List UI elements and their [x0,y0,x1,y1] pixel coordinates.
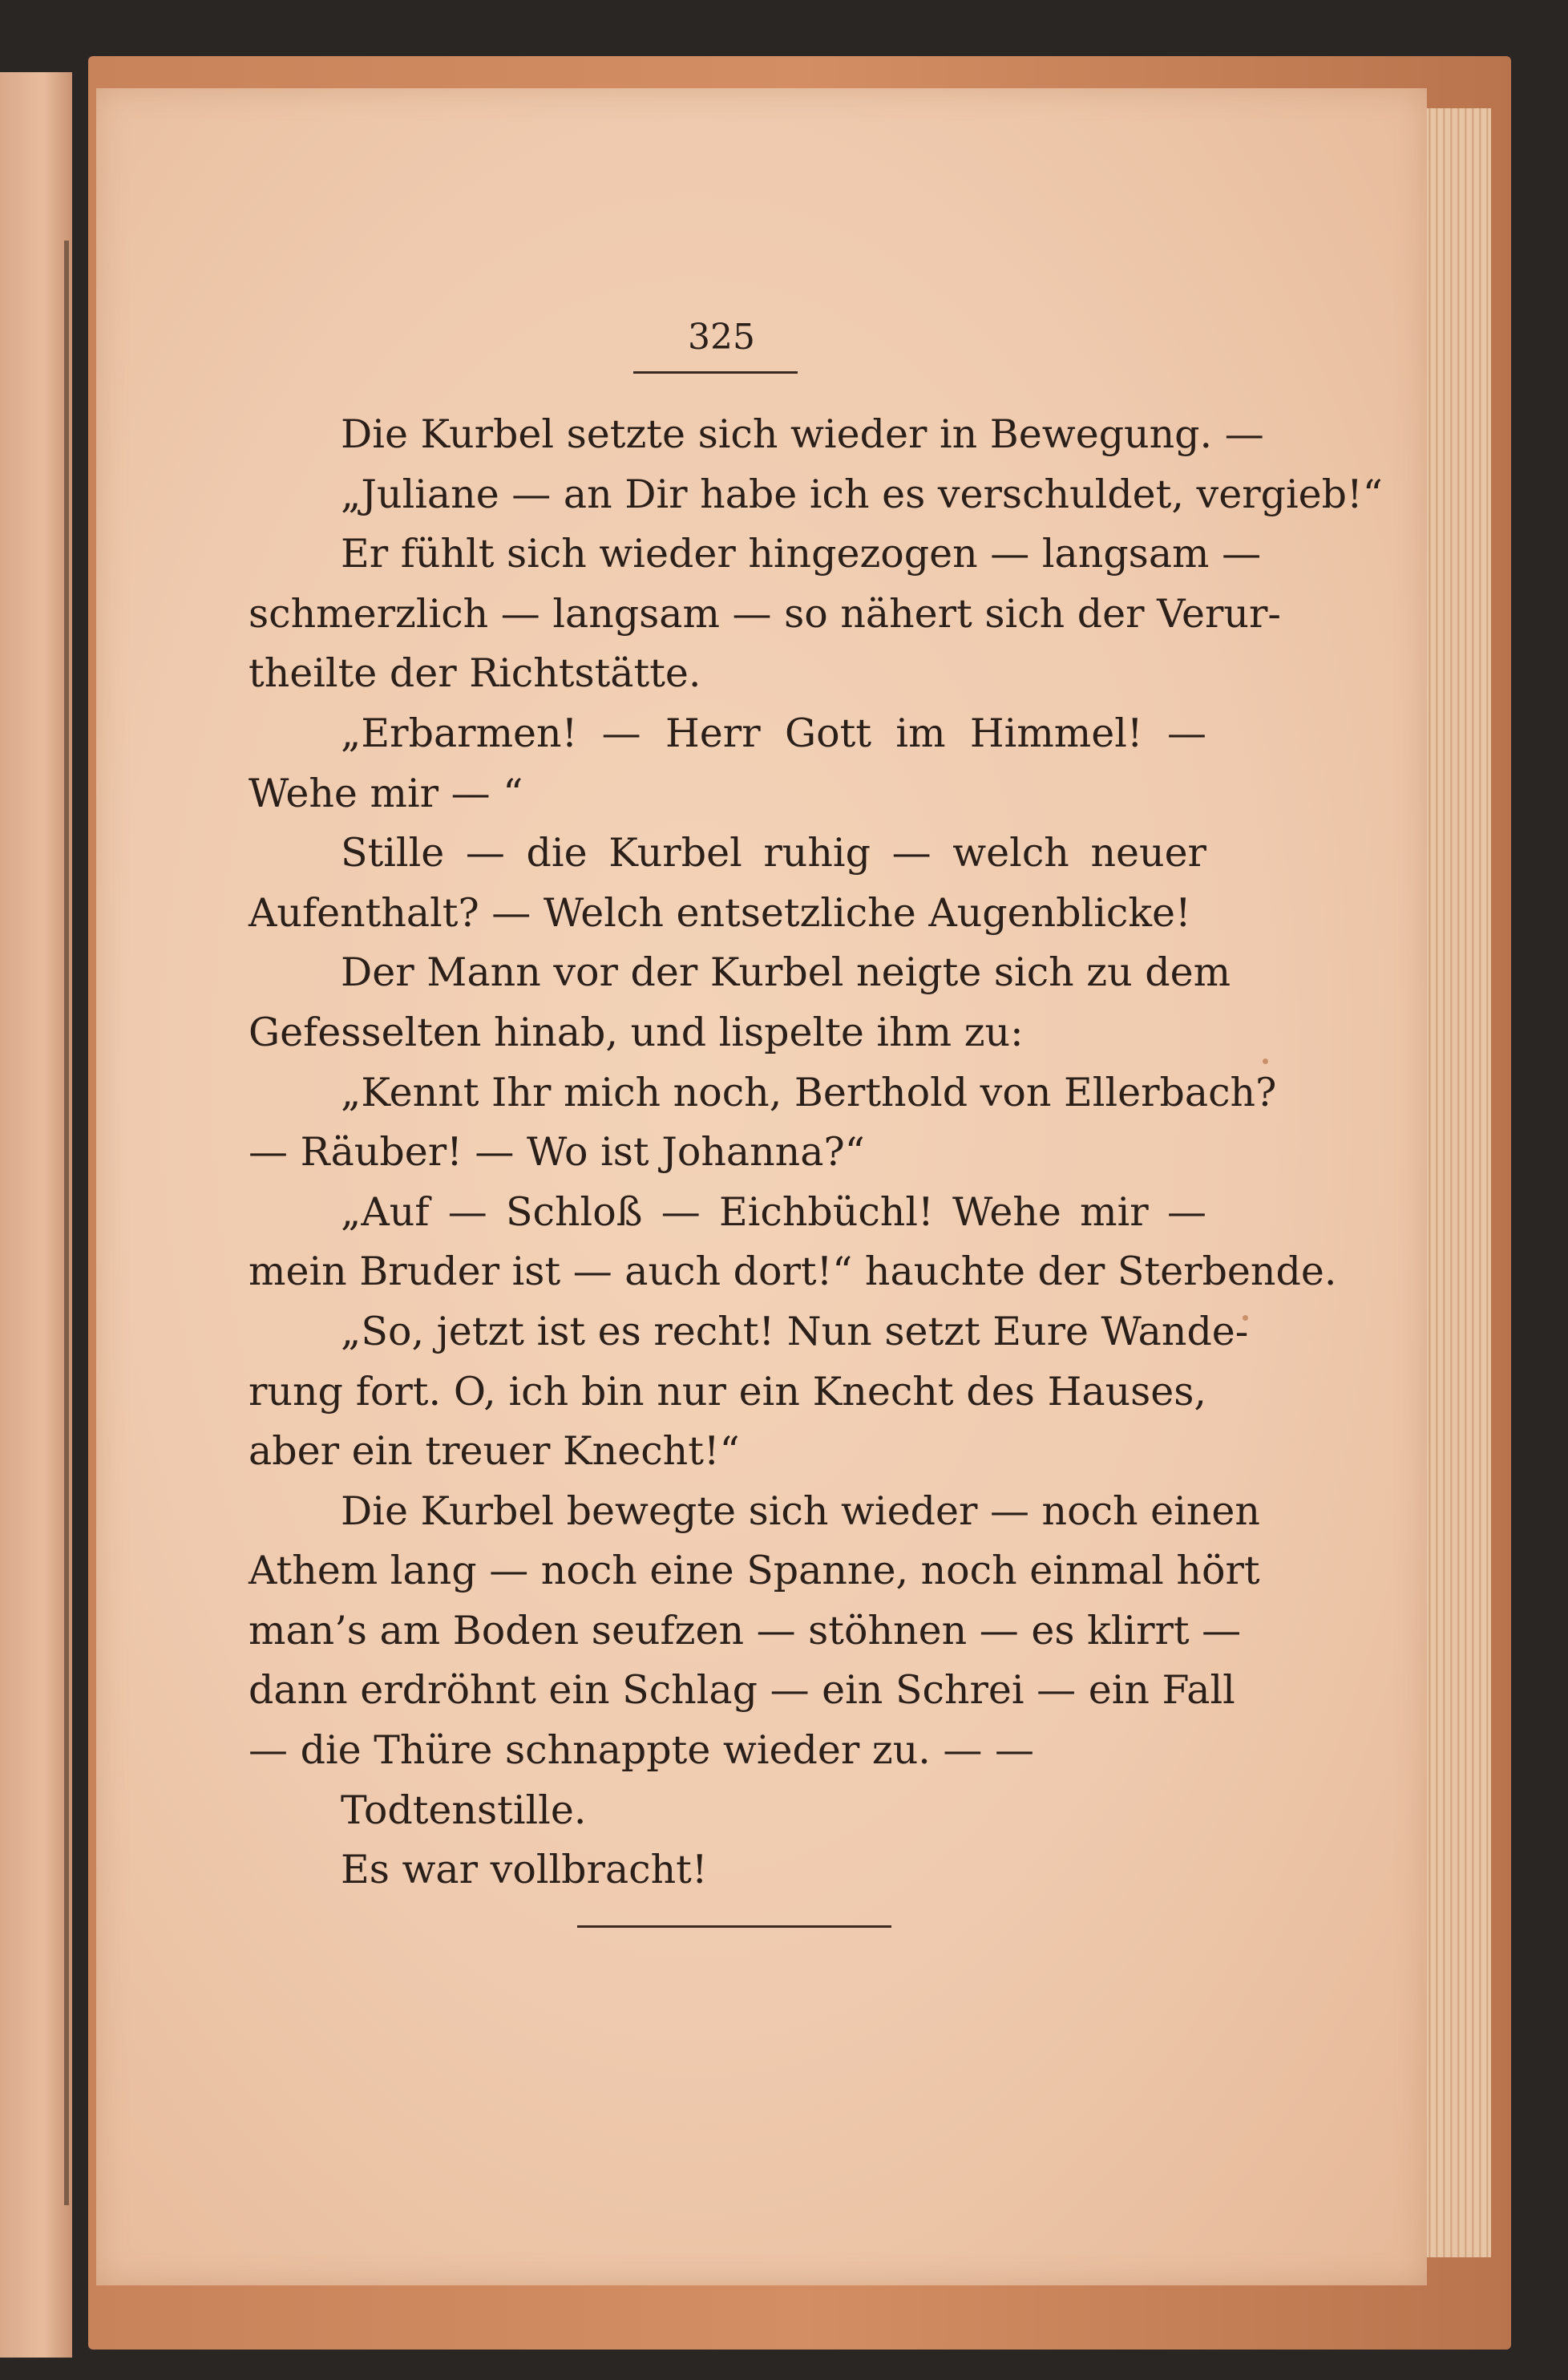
text-line: Wehe mir — “ [249,770,523,816]
binding-spine [64,241,69,2205]
text-line: Es war vollbracht! [341,1847,708,1893]
text-line: — Räuber! — Wo ist Johanna?“ [249,1129,865,1176]
text-line: theilte der Richtstätte. [249,650,701,697]
text-line: dann erdröhnt ein Schlag — ein Schrei — ein Fall [249,1667,1235,1714]
text-line: Der Mann vor der Kurbel neigte sich zu dem [341,949,1231,996]
text-line: Todtenstille. [341,1787,587,1833]
body-text [249,405,1383,1900]
end-rule [577,1925,891,1928]
text-line: Die Kurbel setzte sich wieder in Bewegung. — [341,411,1264,457]
text-line: „Juliane — an Dir habe ich es verschuldet, vergieb!“ [341,471,1383,517]
text-line: — die Thüre schnappte wieder zu. — — [249,1727,1034,1774]
page-number: 325 [688,317,755,358]
text-line: aber ein treuer Knecht!“ [249,1428,740,1475]
text-line: Er fühlt sich wieder hingezogen — langsam — [341,531,1262,577]
text-line: Gefesselten hinab, und lispelte ihm zu: [249,1009,1024,1055]
text-line: Athem lang — noch eine Spanne, noch einmal hört [249,1548,1260,1594]
text-line: „Kennt Ihr mich noch, Berthold von Ellerbach? [341,1069,1277,1115]
page-number-rule [633,371,798,374]
text-line: man’s am Boden seufzen — stöhnen — es klirrt — [249,1607,1242,1653]
text-line: „So, jetzt ist es recht! Nun setzt Eure Wande- [341,1308,1249,1354]
text-line: Die Kurbel bewegte sich wieder — noch einen [341,1488,1260,1534]
left-page-edge [0,72,72,2358]
text-line: rung fort. O, ich bin nur ein Knecht des Hauses, [249,1368,1206,1415]
text-line: „Erbarmen! — Herr Gott im Himmel! — [341,710,1206,756]
text-line: Stille — die Kurbel ruhig — welch neuer [341,830,1206,876]
text-line: schmerzlich — langsam — so nähert sich der Verur- [249,590,1281,637]
text-line: Aufenthalt? — Welch entsetzliche Augenblicke! [249,889,1191,936]
text-line: mein Bruder ist — auch dort!“ hauchte der Sterbende. [249,1249,1337,1295]
text-line: „Auf — Schloß — Eichbüchl! Wehe mir — [341,1188,1206,1235]
